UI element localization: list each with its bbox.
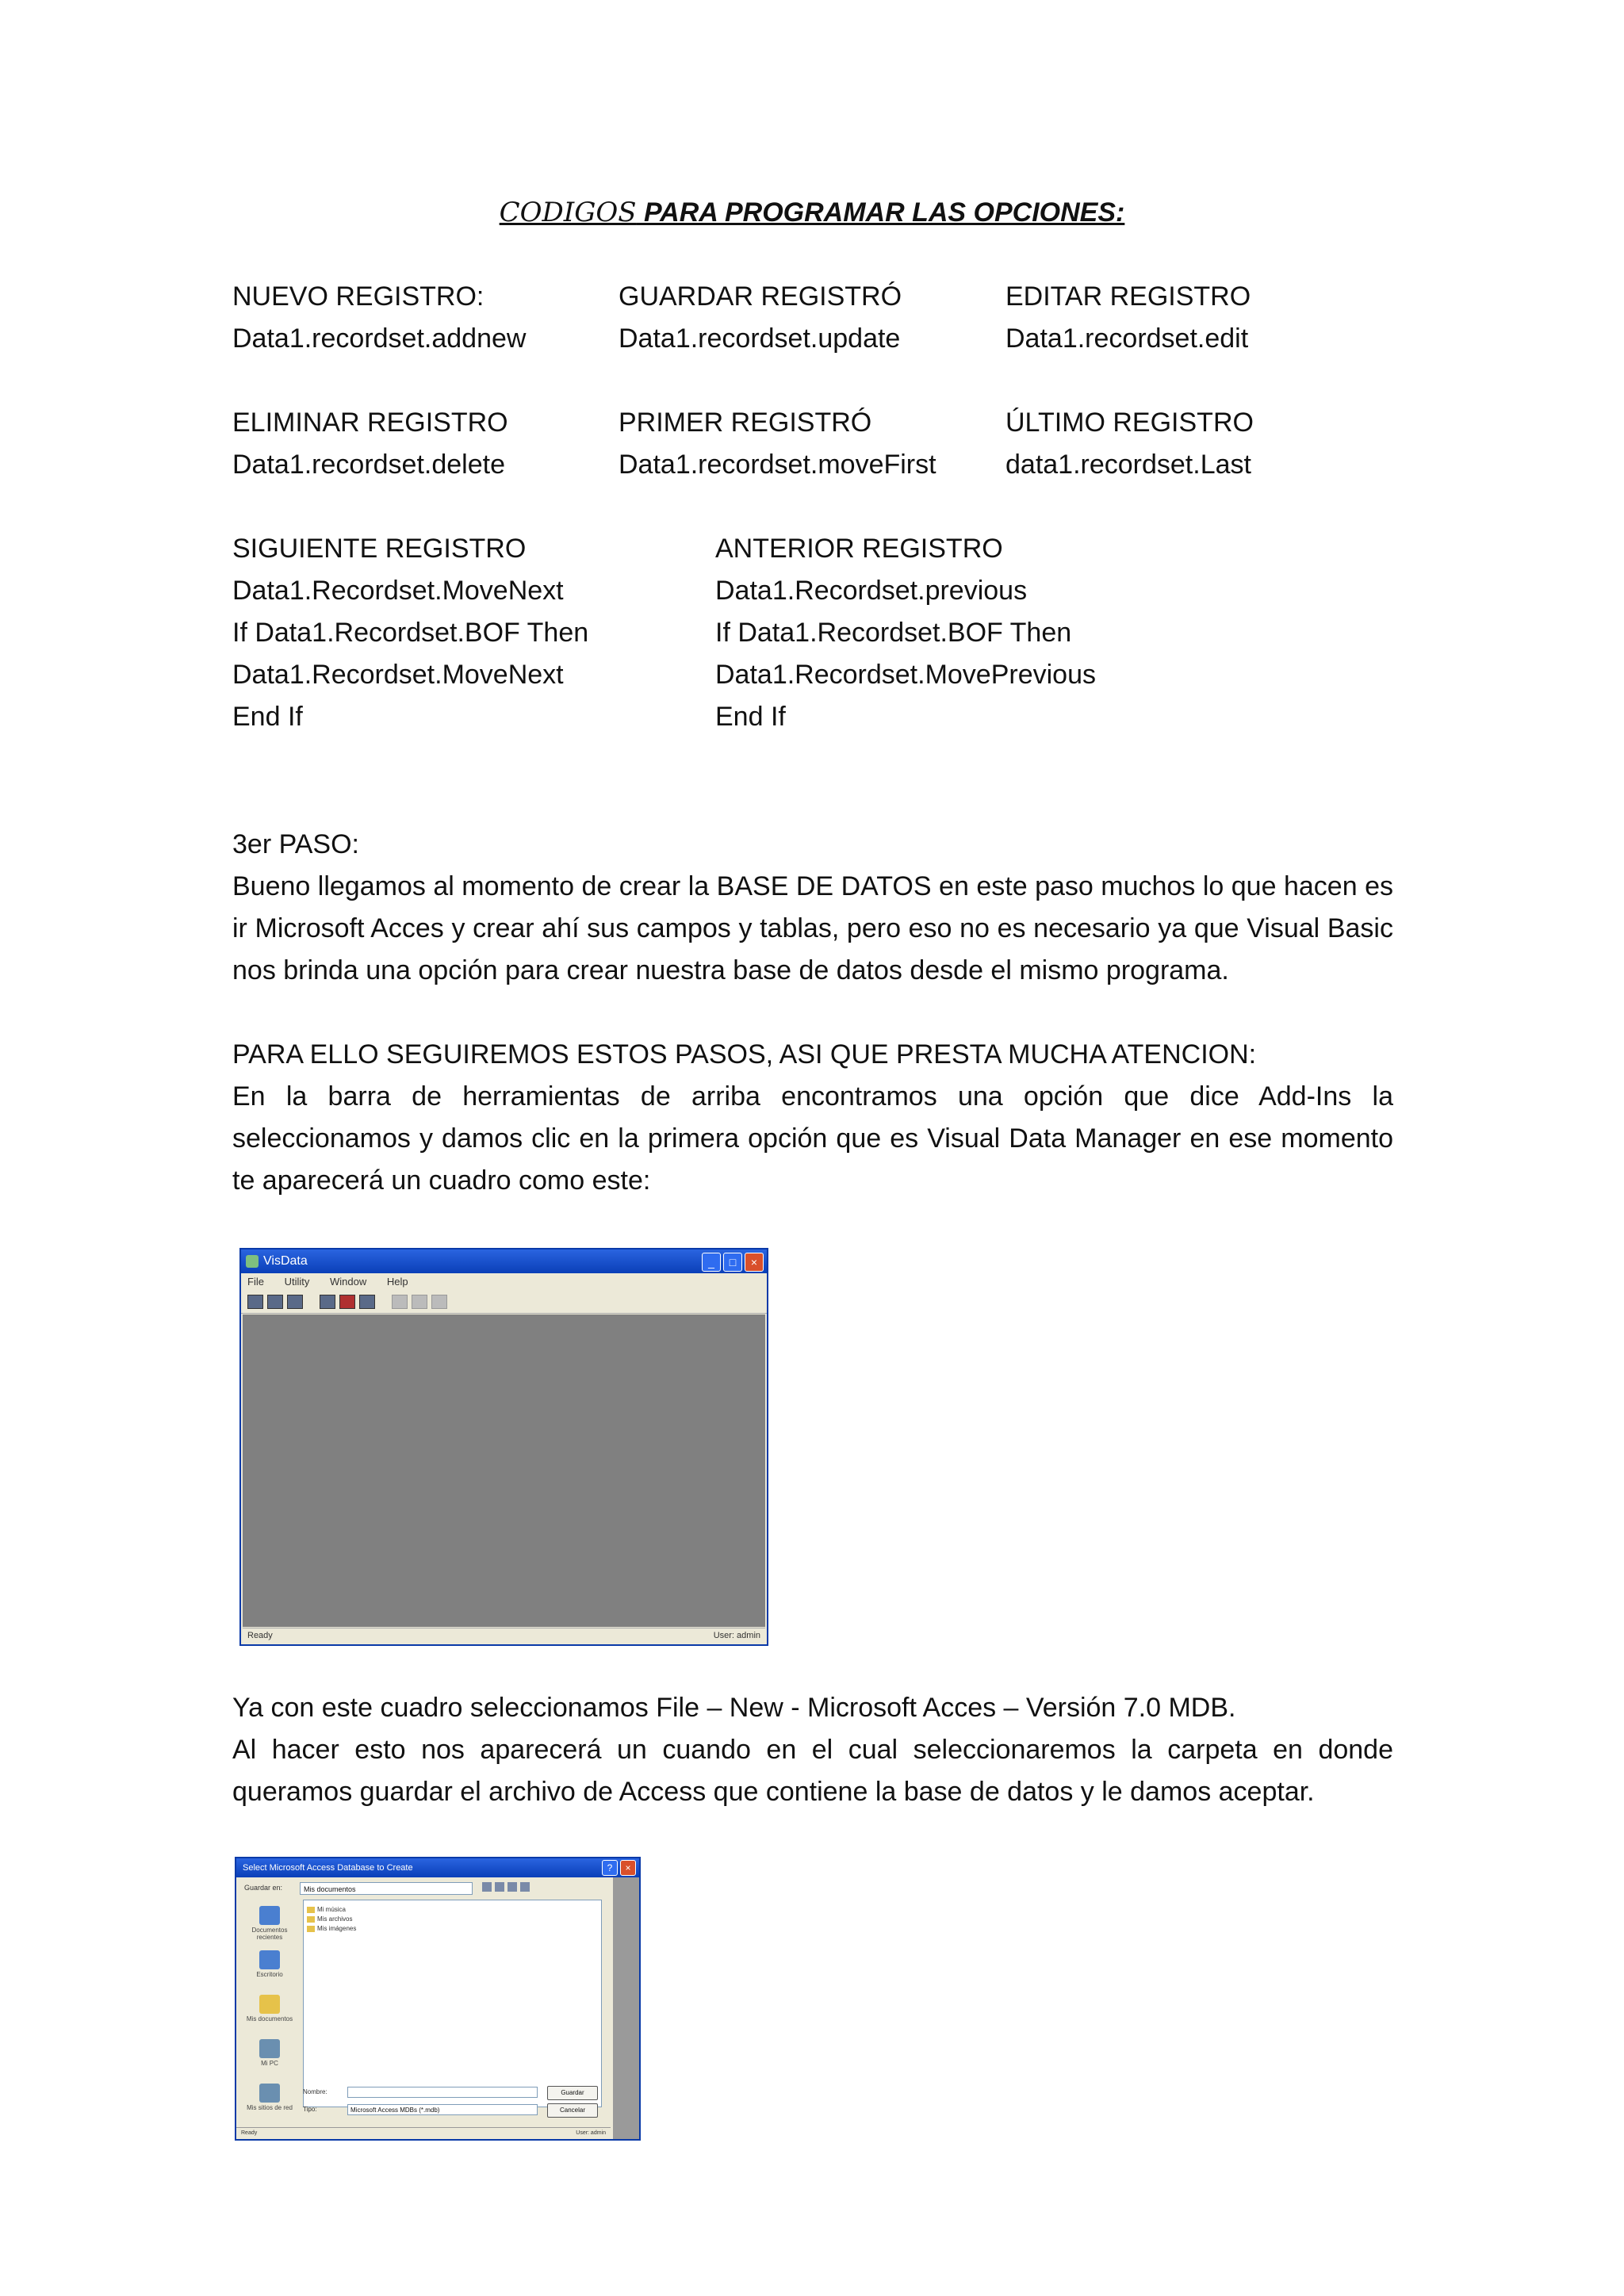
menu-window: Window — [329, 1276, 367, 1288]
place-item — [241, 2084, 298, 2125]
steps-heading: PARA ELLO SEGUIREMOS ESTOS PASOS, ASI QUE PRESTA MUCHA ATENCION: — [232, 1039, 1257, 1070]
close-icon: × — [745, 1253, 764, 1272]
visdata-toolbar — [241, 1291, 767, 1314]
step3-paragraph-1 — [232, 866, 1393, 992]
menu-help: Help — [386, 1276, 408, 1288]
folder-item — [307, 1905, 598, 1915]
folder-name: Mis archivos — [317, 1915, 353, 1923]
filename-input — [347, 2087, 538, 2098]
window-controls — [702, 1253, 764, 1272]
help-icon: ? — [602, 1860, 618, 1876]
paragraph-line: nos brinda una opción para crear nuestra base de datos desde el mismo programa. — [232, 955, 1229, 985]
menu-file: File — [247, 1276, 264, 1288]
filename-label: Nombre: — [303, 2088, 327, 2095]
documents-icon — [259, 1995, 280, 2014]
computer-icon — [259, 2039, 280, 2058]
code-save: Data1.recordset.update — [619, 323, 901, 354]
paragraph-line: te aparecerá un cuadro como este: — [232, 1165, 651, 1196]
status-left: Ready — [241, 2130, 258, 2136]
status-left: Ready — [247, 1631, 273, 1640]
folder-item — [307, 1915, 598, 1924]
places-bar — [241, 1903, 298, 2109]
code-label-save: GUARDAR REGISTRÓ — [619, 281, 902, 312]
visdata-client-area — [243, 1314, 765, 1627]
place-item — [241, 2039, 298, 2080]
look-in-combo: Mis documentos — [300, 1882, 473, 1895]
dialog-title: Select Microsoft Access Database to Create — [243, 1863, 413, 1873]
code-label-edit: EDITAR REGISTRO — [1005, 281, 1251, 312]
paragraph-line: seleccionamos y damos clic en la primera opción que es Visual Data Manager en ese momento — [232, 1123, 1393, 1154]
maximize-icon: □ — [723, 1253, 742, 1272]
paragraph-line: Ya con este cuadro seleccionamos File – New - Microsoft Acces – Versión 7.0 MDB. — [232, 1693, 1236, 1723]
step3-paragraph-3 — [232, 1687, 1393, 1813]
folder-name: Mi música — [317, 1906, 347, 1913]
folder-name: Mis imágenes — [317, 1925, 357, 1932]
place-item — [241, 1950, 298, 1992]
file-list — [303, 1900, 602, 2107]
toolbar-icon — [320, 1295, 335, 1309]
toolbar-icon — [412, 1295, 427, 1309]
back-icon — [482, 1882, 492, 1892]
visdata-titlebar — [241, 1249, 767, 1273]
code-label-first: PRIMER REGISTRÓ — [619, 408, 872, 438]
desktop-icon — [259, 1950, 280, 1969]
folder-icon — [307, 1907, 315, 1913]
visdata-title: VisData — [263, 1254, 308, 1268]
toolbar-icon — [431, 1295, 447, 1309]
visdata-statusbar — [243, 1628, 765, 1643]
paragraph-line: En la barra de herramientas de arriba encontramos una opción que dice Add-Ins la — [232, 1081, 1393, 1112]
code-label-delete: ELIMINAR REGISTRO — [232, 408, 508, 438]
code-label-last: ÚLTIMO REGISTRO — [1005, 408, 1254, 438]
up-folder-icon — [495, 1882, 504, 1892]
cancel-button: Cancelar — [547, 2103, 598, 2118]
paragraph-line: Bueno llegamos al momento de crear la BASE DE DATOS en este paso muchos lo que hacen es — [232, 871, 1393, 901]
toolbar-icon — [359, 1295, 375, 1309]
toolbar-icon — [247, 1295, 263, 1309]
dialog-titlebar — [236, 1858, 639, 1877]
folder-icon — [307, 1926, 315, 1932]
look-in-label: Guardar en: — [244, 1884, 283, 1892]
code-new: Data1.recordset.addnew — [232, 323, 527, 354]
close-icon: × — [620, 1860, 636, 1876]
place-label: Mis documentos — [246, 2015, 293, 2022]
toolbar-icon — [267, 1295, 283, 1309]
dialog-gray-area — [613, 1877, 639, 2139]
status-right: User: admin — [576, 2130, 606, 2136]
previous-code-line: If Data1.Recordset.BOF Then — [715, 618, 1072, 648]
save-dialog-screenshot — [235, 1857, 641, 2141]
network-icon — [259, 2084, 280, 2103]
code-delete: Data1.recordset.delete — [232, 450, 505, 480]
title-decorated-word: CODIGOS — [499, 197, 637, 228]
toolbar-icon — [339, 1295, 355, 1309]
place-item — [241, 1995, 298, 2036]
paragraph-line: queramos guardar el archivo de Access que contiene la base de datos y le damos aceptar. — [232, 1777, 1315, 1807]
filetype-select: Microsoft Access MDBs (*.mdb) — [347, 2104, 538, 2115]
place-label: Mi PC — [261, 2060, 278, 2067]
recent-icon — [259, 1906, 280, 1925]
toolbar-icon — [287, 1295, 303, 1309]
filetype-label: Tipo: — [303, 2106, 317, 2113]
title-main: PARA PROGRAMAR LAS OPCIONES: — [644, 197, 1125, 228]
window-controls — [602, 1860, 636, 1876]
save-button: Guardar — [547, 2086, 598, 2100]
step3-heading: 3er PASO: — [232, 829, 359, 859]
visdata-menubar — [241, 1273, 767, 1291]
previous-code-line: Data1.Recordset.previous — [715, 576, 1028, 606]
next-code-line: If Data1.Recordset.BOF Then — [232, 618, 589, 648]
previous-code-line: Data1.Recordset.MovePrevious — [715, 660, 1097, 690]
next-code-line: End If — [232, 702, 303, 732]
new-folder-icon — [508, 1882, 517, 1892]
paragraph-line: Al hacer esto nos aparecerá un cuando en el cual seleccionaremos la carpeta en donde — [232, 1735, 1393, 1765]
previous-label: ANTERIOR REGISTRO — [715, 534, 1003, 564]
code-edit: Data1.recordset.edit — [1005, 323, 1249, 354]
visdata-app-icon — [246, 1255, 259, 1268]
minimize-icon: _ — [702, 1253, 721, 1272]
next-label: SIGUIENTE REGISTRO — [232, 534, 527, 564]
place-label: Escritorio — [256, 1971, 283, 1978]
menu-utility: Utility — [284, 1276, 310, 1288]
toolbar-icon — [392, 1295, 408, 1309]
next-code-line: Data1.Recordset.MoveNext — [232, 660, 564, 690]
code-first: Data1.recordset.moveFirst — [619, 450, 936, 480]
place-label: Documentos recientes — [251, 1927, 288, 1941]
place-label: Mis sitios de red — [247, 2104, 293, 2111]
step3-paragraph-2 — [232, 1076, 1393, 1202]
next-code-line: Data1.Recordset.MoveNext — [232, 576, 564, 606]
nav-icons — [482, 1882, 530, 1892]
place-item — [241, 1906, 298, 1947]
folder-item — [307, 1924, 598, 1934]
page-title — [0, 197, 1624, 228]
paragraph-line: ir Microsoft Acces y crear ahí sus campos y tablas, pero eso no es necesario ya que Visual Basic — [232, 913, 1393, 943]
dialog-statusbar — [236, 2127, 611, 2139]
previous-code-line: End If — [715, 702, 786, 732]
folder-icon — [307, 1916, 315, 1923]
views-icon — [520, 1882, 530, 1892]
code-label-new: NUEVO REGISTRO: — [232, 281, 485, 312]
visdata-screenshot — [239, 1248, 768, 1646]
status-right: User: admin — [713, 1631, 760, 1640]
code-last: data1.recordset.Last — [1005, 450, 1251, 480]
